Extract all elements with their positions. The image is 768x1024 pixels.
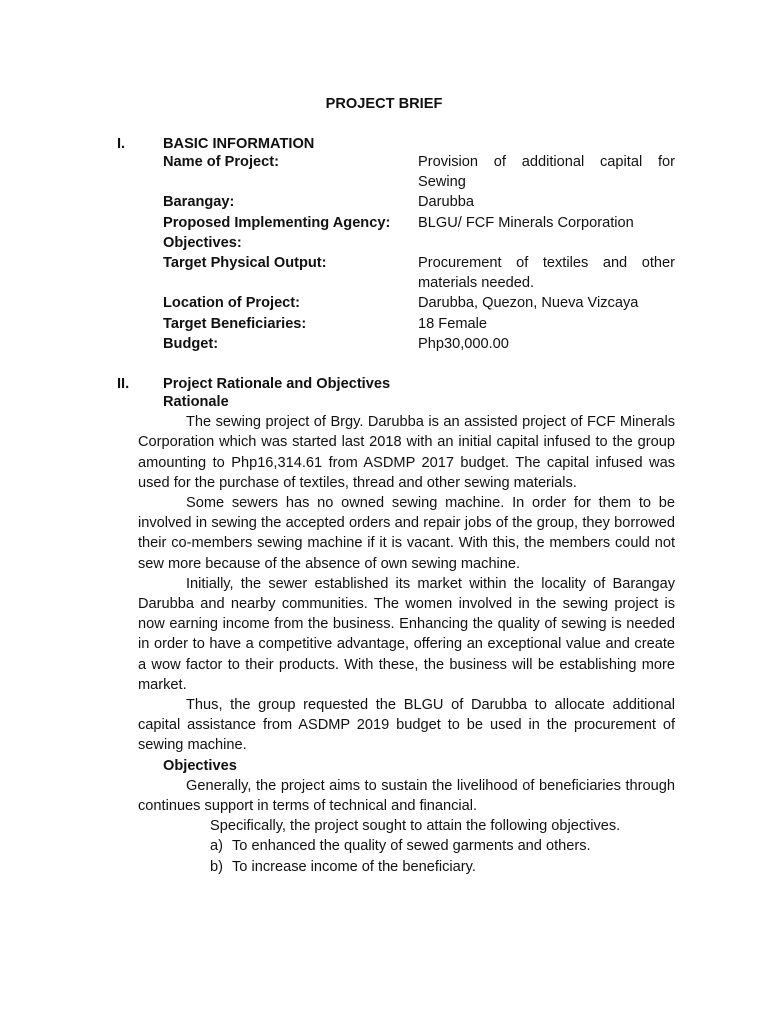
info-row-budget (163, 334, 675, 354)
info-value: BLGU/ FCF Minerals Corporation (418, 214, 634, 231)
info-label: Target Beneficiaries: (163, 315, 307, 332)
objectives-heading: Objectives (163, 757, 237, 774)
rationale-and-objectives (138, 394, 675, 877)
info-label: Objectives: (163, 234, 242, 251)
section-1-heading: BASIC INFORMATION (163, 136, 315, 152)
info-value: 18 Female (418, 315, 487, 332)
page-title: PROJECT BRIEF (325, 96, 443, 112)
info-label: Location of Project: (163, 295, 301, 312)
info-value: Darubba, Quezon, Nueva Vizcaya (418, 295, 639, 312)
rationale-paragraph: Initially, the sewer established its market within the locality of Barangay Darubba and nearby communities. The women involved in the sewing project is now earning income from the business. Enhancing the quality of sewing is needed in order to have a competitive advantage, offering an exceptional value and create a wow factor to their products. With these, the business will be establishing more market. (138, 575, 675, 693)
list-marker: b) (210, 858, 223, 875)
info-row-barangay (163, 192, 675, 212)
info-row-location (163, 293, 675, 313)
info-row-implementing-agency (163, 213, 675, 233)
info-row-target-beneficiaries (163, 314, 675, 334)
info-value: Procurement of textiles and other materials needed. (418, 255, 675, 292)
info-value: Provision of additional capital for Sewing (418, 154, 675, 191)
rationale-paragraph: The sewing project of Brgy. Darubba is an assisted project of FCF Minerals Corporation which was started last 2018 with an initial capital infused to the group amounting to Php16,314.61 from ASDMP 2017 budget. The capital infused was used for the purchase of textiles, thread and other sewing materials. (138, 414, 675, 491)
info-label: Proposed Implementing Agency: (163, 214, 391, 231)
section-2-number: II. (117, 376, 130, 392)
objectives-specific-intro: Specifically, the project sought to attain the following objectives. (210, 818, 621, 835)
list-item (210, 857, 675, 877)
info-row-target-physical-output (163, 253, 675, 293)
info-row-objectives (163, 233, 675, 253)
rationale-paragraph: Some sewers has no owned sewing machine. In order for them to be involved in sewing the accepted orders and repair jobs of the group, they borrowed their co-members sewing machine if it is vacant. With this, the members could not sew more because of the absence of own sewing machine. (138, 495, 675, 572)
section-2-heading: Project Rationale and Objectives (163, 376, 391, 392)
info-label: Target Physical Output: (163, 255, 327, 272)
list-text: To enhanced the quality of sewed garments and others. (232, 838, 591, 855)
basic-information-table (163, 152, 675, 354)
rationale-heading: Rationale (163, 394, 229, 410)
list-item (210, 836, 675, 856)
list-text: To increase income of the beneficiary. (232, 858, 476, 875)
list-marker: a) (210, 838, 223, 855)
info-value: Darubba (418, 194, 474, 211)
info-label: Name of Project: (163, 154, 279, 170)
objectives-general: Generally, the project aims to sustain the livelihood of beneficiaries through continues support in terms of technical and financial. (138, 777, 675, 815)
section-1-number: I. (117, 136, 126, 152)
info-value: Php30,000.00 (418, 335, 509, 352)
rationale-paragraph: Thus, the group requested the BLGU of Darubba to allocate additional capital assistance from ASDMP 2019 budget to be used in the procurement of sewing machine. (138, 697, 675, 754)
info-row-name-of-project (163, 152, 675, 192)
info-value (418, 233, 675, 253)
info-label: Budget: (163, 335, 219, 352)
objectives-list (138, 836, 675, 876)
info-label: Barangay: (163, 194, 235, 211)
